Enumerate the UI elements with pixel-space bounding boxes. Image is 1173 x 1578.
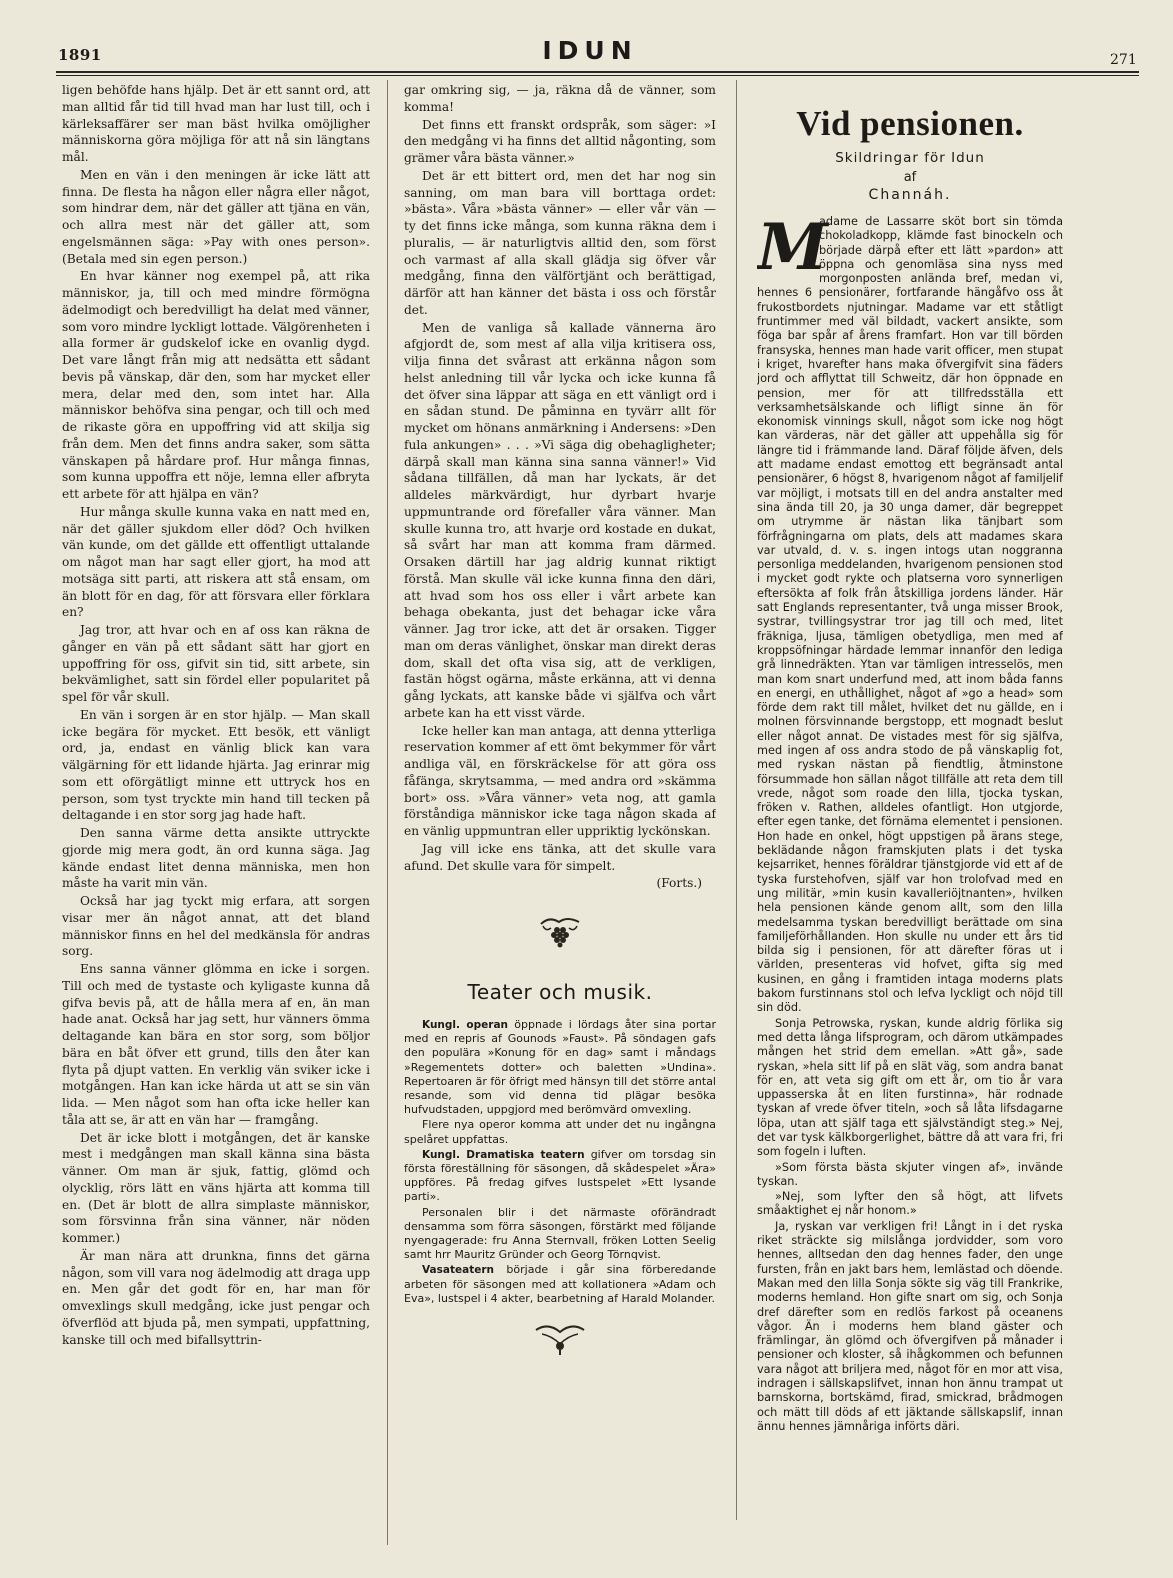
column-divider	[736, 80, 737, 1520]
section-title: Teater och musik.	[467, 980, 653, 1004]
paragraph: Icke heller kan man antaga, att denna ytterliga reservation kommer af ett ömt bekymmer för vårt andliga väl, en förskräckelse för att göra oss fåfänga, skrytsamma, — med andra ord »skämma bort» oss. »Våra vänner» veta nog, att gamla förståndiga människor icke taga någon skada af en vänlig uppmuntran eller uppriktig lyckönskan.	[404, 723, 716, 838]
header-rule	[56, 71, 1139, 73]
grape-vine-ornament-icon	[404, 914, 716, 952]
item-text: Flere nya operor komma att under det nu ingångna spelåret uppfattas.	[404, 1118, 716, 1146]
news-item	[404, 1118, 716, 1146]
paragraph: Ja, ryskan var verkligen fri! Långt in i det ryska riket sträckte sig milslånga jordvidder, som voro hennes, alltsedan den dag hennes fader, den unge fursten, från en jakt bars hem, lemlästad och döende. Makan med den lilla Sonja sökte sig väg till Frankrike, moderns hemland. Hon gifte snart om sig, och Sonja dref därefter som en redlös farkost på oceanens vågor. Än i moderns hem bland gäster och främlingar, än glömd och öfvergifven på månader i pensioner och kloster, så ihågkommen och befunnen vara något att briljera med, något för en mor att visa, indragen i sällskapslifvet, innan hon ännu trampat ut barnskorna, bortskämd, firad, smickrad, brådmogen och mätt till döds af ett jäktande sällskapslif, innan ännu hennes jämnåriga införts däri.	[757, 1219, 1063, 1433]
item-text: öppnade i lördags åter sina portar med en repris af Gounods »Faust». På söndagen gafs den populära »Konung för en dag» samt i måndags »Regementets dotter» och baletten »Undina». Repertoaren är för öfrigt med hänsyn till det större antal resande, som vid denna tid plägar besöka hufvudstaden, uppgjord med berömvärd omvexling.	[404, 1018, 716, 1117]
paragraph: ligen behöfde hans hjälp. Det är ett sannt ord, att man alltid får tid till hvad man har lust till, och i kärleksaffärer ser man bäst hvilka omöjligher människorna göra möjliga för att nå sin längtans mål.	[62, 83, 370, 164]
item-text: gifver om torsdag sin första föreställning för säsongen, då skådespelet »Ära» uppföres. På fredag gifves lustspelet »Ett lysande parti».	[404, 1147, 716, 1204]
item-keyword: Kungl. operan	[422, 1019, 509, 1031]
page-number: 271	[1110, 52, 1137, 68]
news-item	[404, 1263, 716, 1306]
drop-cap	[757, 210, 828, 285]
header-rule-thin	[56, 75, 1139, 76]
paragraph: »Nej, som lyfter den så högt, att lifvets småaktighet ej når honom.»	[757, 1190, 1063, 1218]
paragraph: En vän i sorgen är en stor hjälp. — Man skall icke begära för mycket. Ett besök, ett vänligt ord, ja, endast en vänlig blick kan vara välgärning för ett lidande hjärta. Jag erinrar mig som ett oförgätligt minne ett uttryck hos en person, som tyst tryckte min hand till tecken på deltagande i en stor sorg jag hade haft.	[62, 707, 370, 823]
story-title: Vid pensionen.	[796, 104, 1024, 143]
paragraph: Det är icke blott i motgången, det är kanske mest i medgången man skall känna sina bästa vänner. Om man är sjuk, fattig, glömd och olycklig, rörs lätt en väns hjärta att komma till en. (Det är blott de allra simplaste människor, som försvinna från sina vänner, när nöden kommer.)	[62, 1130, 370, 1245]
paragraph: Den sanna värme detta ansikte uttryckte gjorde mig mera godt, än ord kunna säga. Jag kände endast litet denna människa, men hon måste ha varit min vän.	[62, 826, 370, 891]
header-year: 1891	[58, 46, 102, 64]
column-1	[62, 82, 370, 1552]
news-item	[404, 1018, 716, 1117]
paragraph: Också har jag tyckt mig erfara, att sorgen visar mer än något annat, att det bland människor finns en hel del medkänsla för andras sorg.	[62, 894, 370, 959]
paragraph: Jag vill icke ens tänka, att det skulle vara afund. Det skulle vara för simpelt.	[404, 841, 716, 873]
drop-cap-letter: M	[757, 210, 828, 285]
paragraph: Jag tror, att hvar och en af oss kan räkna de gånger en vän på ett sådant sätt har gjort en uppoffring för oss, gifvit sin tid, sitt arbete, sin bekvämlighet, satt sin fördel eller popularitet på spel för vår skull.	[62, 623, 370, 704]
paragraph: Men de vanliga så kallade vännerna äro afgjordt de, som mest af alla vilja kritisera oss, vilja finna det svårast att erkänna någon som helst anledning till vår lycka och icke kunna få det öfver sina läppar att säga en ett vänligt ord i en sådan stund. De påminna en tyvärr allt för mycket om hönans anmärkning i Andersens: »Den fula ankungen» . . . »Vi säga dig obehagligheter; därpå skall man känna sina sanna vänner!» Vid sådana tillfällen, då man har lyckats, är det alldeles märkvärdigt, hur dyrbart hvarje uppmuntrande ord förefaller våra vänner. Man skulle kunna tro, att hvarje ord kostade en dukat, så svårt har man att komma fram därmed. Orsaken därtill har jag aldrig kunnat riktigt förstå. Man skulle väl icke kunna finna den däri, att hvad som hos oss eller i vårt arbete kan behaga obekanta, just det behagar icke våra vänner. Jag tror icke, att det är orsaken. Tigger man om deras vänlighet, önskar man direkt deras dom, skall det ofta visa sig, att de verkligen, fastän högst ogärna, måste erkänna, att vi denna gång lyckats, att kanske både vi själfva och vårt arbete kan ha ett visst värde.	[404, 320, 716, 720]
floral-ornament-icon	[404, 1322, 716, 1360]
item-text: Personalen blir i det närmaste oförändradt densamma som förra säsongen, förstärkt med följande nyengagerade: fru Anna Sternvall, fröken Lotten Seelig samt hrr Mauritz Gründer och Georg Törnqvist.	[404, 1205, 716, 1262]
paragraph: »Som första bästa skjuter vingen af», invände tyskan.	[757, 1160, 1063, 1188]
paragraph: En hvar känner nog exempel på, att rika människor, ja, till och med mindre förmögna ädelmodigt och beredvilligt ha delat med vänner, som voro mindre lyckligt lottade. Välgörenheten i alla former är gudskelof icke en ovanlig dygd. Det vare långt från mig att nedsätta ett sådant bevis på vänskap, där den, som har mycket eller mera, delar med den, som intet har. Alla människor behöfva sina pengar, och till och med de rikaste göra en uppoffring vid att skilja sig från dem. Men det finns andra saker, som sätta vänskapen på hårdare prof. Hur många finnas, som kunna uppoffra ett nöje, lemna eller afbryta ett arbete för att hjälpa en vän?	[62, 269, 370, 501]
continued-note: (Forts.)	[656, 876, 702, 891]
byline-af: af	[903, 170, 917, 185]
paragraph: Sonja Petrowska, ryskan, kunde aldrig förlika sig med detta långa lifsprogram, och därom utkämpades mången het strid dem emellan. »Att gå», sade ryskan, »hela sitt lif på en slät väg, som andra banat för en, att veta sig gift om ett år, om tio år vara uppasserska åt en liten furstinna», här rodnade tyskan af vrede öfver titeln, »och så låta lifsdagarne löpa, utan att själf taga ett självständigt steg.» Nej, det var tysk kälkborgerlighet, bättre då att vara fri, fri som fogeln i luften.	[757, 1016, 1063, 1159]
paragraph: Det är ett bittert ord, men det har nog sin sanning, om man bara vill borttaga ordet: »bästa». Våra »bästa vänner» — eller vår vän — ty det finns icke många, som kunna räkna dem i pluralis, — är naturligtvis alltid den, som först och varmast af alla skall glädja sig öfver vår medgång, finna den välförtjänt och berättigad, därför att han känner det bästa i oss och förstår det.	[404, 168, 716, 317]
news-item	[404, 1148, 716, 1205]
item-text: började i går sina förberedande arbeten för säsongen med att kollationera »Adam och Eva», lustspel i 4 akter, bearbetning af Harald Molander.	[404, 1263, 716, 1305]
paragraph: Är man nära att drunkna, finns det gärna någon, som vill vara nog ädelmodig att draga upp en. Men går det godt för en, har man för omvexlings skull medgång, icke just pengar och öfverflöd att bjuda på, men sympati, uppfattning, kanske till och med bifallsyttrin-	[62, 1248, 370, 1347]
masthead-title: IDUN	[542, 36, 638, 65]
column-divider	[387, 80, 388, 1545]
story-subtitle: Skildringar för Idun	[835, 150, 985, 166]
column-3	[757, 82, 1063, 1527]
paragraph: Ens sanna vänner glömma en icke i sorgen. Till och med de tystaste och kyligaste kunna då gifva bevis på, att de hålla mera af en, än man hade anat. Också har jag sett, hur vänners ömma deltagande kan bära en stor sorg, som böljor bära en båt öfver ett grund, tills den åter kan flyta på djupt vatten. En verklig vän sviker icke i motgången. Han kan icke härda ut att se sin vän lida. — Men något som han ofta icke heller kan tåla att se, är att en vän har — framgång.	[62, 962, 370, 1127]
news-item	[404, 1206, 716, 1263]
column-2	[404, 82, 716, 1522]
story-author: Channáh.	[868, 187, 952, 203]
paragraph: Hur många skulle kunna vaka en natt med en, när det gäller sjukdom eller död? Och hvilken vän kunde, om det gällde ett offentligt uttalande om något man har sagt eller gjort, ha mod att motsäga sitt parti, att riskera att stå ensam, om än blott för en dag, för att försvara eller förklara en?	[62, 504, 370, 620]
paragraph: Det finns ett franskt ordspråk, som säger: »I den medgång vi ha finns det alltid någonting, som grämer våra bästa vänner.»	[404, 117, 716, 165]
item-keyword: Vasateatern	[422, 1264, 494, 1277]
theatre-section	[404, 980, 716, 1360]
paragraph: adame de Lassarre sköt bort sin tömda chokoladkopp, klämde fast binockeln och började därpå efter ett lätt »pardon» att öppna och genomläsa sina nyss med morgonposten anlända bref, medan vi, hennes 6 pensionärer, fortfarande hängåfvo oss åt frukostbordets njutningar. Madame var ett ståtligt fruntimmer med väl bildadt, vackert ansikte, som föga bar spår af årens framfart. Hon var till börden fransyska, hennes man hade varit officer, men stupat i kriget, hvarefter hans maka öfvergifvit sina fäders jord och afflyttat till Schweitz, där hon öppnade en pension, mer för att tillfredsställa ett verksamhetsälskande och lifligt sinne än för ekonomisk vinnings skull, något som icke nog högt kan värderas, när det gäller att uppehålla sig för längre tid i främmande land. Däraf följde äfven, dels att madame endast emottog ett begränsadt antal pensionärer, 6 högst 8, hvarigenom något af familjelif var möjligt, i motsats till en del andra anstalter med sina ända till 20, ja 30 unga damer, där begreppet om utrymme är nästan lika tänjbart som förfrågningarna om plats, dels att madames skara var utvald, d. v. s. ingen intogs utan noggranna personliga meddelanden, hvarigenom pensionen stod i mycket godt rykte och platserna voro synnerligen eftersökta af folk från åtskilliga jordens länder. Här satt Englands representanter, två unga misser Brook, systrar, tvillingsystrar tror jag till och med, litet fräkniga, ljusa, tämligen obetydliga, men med af kroppsöfningar härdade lemmar innanför den lediga grå linnedräkten. Ytan var tämligen intresselös, men man kom snart underfund med, att inom båda fanns en energi, en uthållighet, något af »go a head» som förde dem rakt till målet, hvilket det nu gällde, en i molnen försvinnande bergstopp, ett mognadt beslut eller något annat. De vistades mest för sig själfva, med ingen af oss andra stodo de på vänskaplig fot, med ryskan nästan på fiendtlig, åtminstone försummade hon sällan något tillfälle att reta dem till vrede, något som roade den lilla, tjocka tyskan, fröken v. Rathen, alldeles ofantligt. Hon utgjorde, efter egen tanke, det förnäma elementet i pensionen. Hon hade en onkel, högt uppstigen på ärans stege, beklädande någon framskjuten plats i det tyska kejsarriket, hennes föräldrar tjänstgjorde vid ett af de tyska furstehofven, själf var hon trolofvad med en ung militär, »min kusin kavalleriöjtnanten», hvilken hela pensionen kände genom allt, som den lilla medelsamma tyskan beredvilligt berättade om sina familjeförhållanden. Hon skulle nu under ett års tid bilda sig i pensionen, för att därefter föras ut i världen, presenteras vid hofvet, gifta sig med kusinen, en gång i framtiden intaga moderns plats bakom furstinnans stol och lefva lyckligt och nöjd till sin död.	[757, 215, 1063, 1015]
item-keyword: Kungl. Dramatiska teatern	[422, 1148, 585, 1161]
paragraph: Men en vän i den meningen är icke lätt att finna. De flesta ha någon eller några eller något, som hindrar dem, när det gäller att tjäna en vän, och allra mest när det gäller att, som engelsmännen säga: »Pay with ones person». (Betala med sin egen person.)	[62, 167, 370, 266]
paragraph: gar omkring sig, — ja, räkna då de vänner, som komma!	[404, 83, 716, 114]
